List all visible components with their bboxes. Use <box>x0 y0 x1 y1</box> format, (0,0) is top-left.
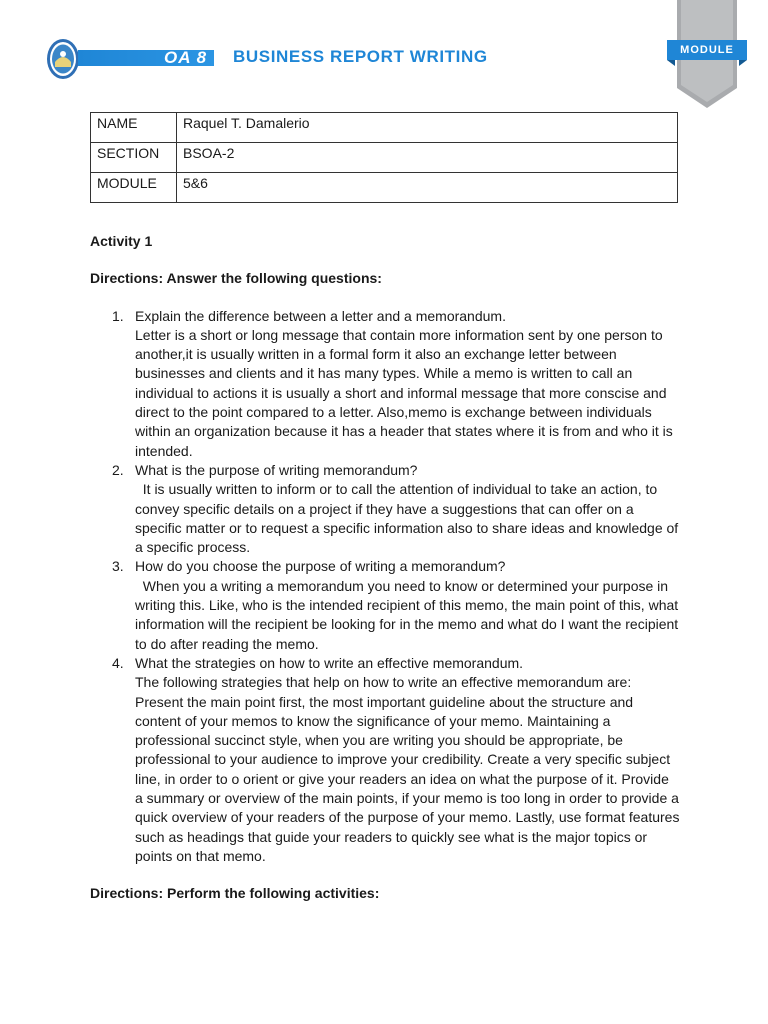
activity-title: Activity 1 <box>90 233 153 249</box>
course-code: OA 8 <box>164 48 208 67</box>
answer-text: Letter is a short or long message that contain more information sent by one person to another,it is usually written in a formal form it also an exchange letter between businesses and clients and it has many types. While a memo is written to call an individual to actions it is usually a short and informal message that more conscise and direct to the point compared to a letter. Also,memo is exchange between individuals within an organization because it has a header that states where it is from and who it is intended. <box>135 326 673 459</box>
document-header <box>0 0 768 110</box>
list-item <box>90 557 680 653</box>
module-value: 5&6 <box>177 173 678 203</box>
document-body <box>90 232 680 904</box>
section-label: SECTION <box>91 143 177 173</box>
table-row <box>91 173 678 203</box>
question-text: Explain the difference between a letter and a memorandum. <box>135 307 506 324</box>
directions-answer-questions: Directions: Answer the following questions: <box>90 270 382 287</box>
question-number: 3. <box>112 558 124 575</box>
section-value: BSOA-2 <box>177 143 678 173</box>
list-item <box>90 461 680 557</box>
question-number: 1. <box>112 307 124 324</box>
answer-text: It is usually written to inform or to call the attention of individual to take an action, to convey specific details on a project if they have a suggestions that can offer on a specific matter or to request a specific information also to share ideas and knowledge of a specific process. <box>135 481 679 556</box>
question-number: 2. <box>112 461 124 478</box>
question-list <box>90 307 680 867</box>
course-title: BUSINESS REPORT WRITING <box>233 47 488 66</box>
name-value: Raquel T. Damalerio <box>177 113 678 143</box>
question-text: What the strategies on how to write an effective memorandum. <box>135 654 524 671</box>
directions-perform-activities: Directions: Perform the following activities: <box>90 885 380 902</box>
question-text: What is the purpose of writing memorandum? <box>135 461 418 478</box>
module-tag: MODULE <box>680 44 734 56</box>
question-text: How do you choose the purpose of writing a memorandum? <box>135 558 506 575</box>
list-item <box>90 654 680 866</box>
module-label: MODULE <box>91 173 177 203</box>
question-number: 4. <box>112 654 124 671</box>
table-row <box>91 143 678 173</box>
list-item <box>90 307 680 461</box>
table-row <box>91 113 678 143</box>
student-info-table <box>90 112 678 203</box>
name-label: NAME <box>91 113 177 143</box>
answer-text: The following strategies that help on how to write an effective memorandum are: Present the main point first, the most important guideline about the structure and content of your memos to know the significance of your memo. Maintaining a professional succinct style, when you are writing you should be appropriate, be professional to your audience to improve your credibility. Create a very specific subject line, in order to o orient or give your readers an idea on what the purpose of it. Provide a summary or overview of the main points, if your memo is too long in order to provide a quick overview of your readers of the purpose of your memo. Lastly, use format features such as headings that guide your readers to quickly see what is the major topics or points on that memo. <box>135 674 680 864</box>
answer-text: When you a writing a memorandum you need to know or determined your purpose in writing this. Like, who is the intended recipient of this memo, the main point of this, what information will the recipient be looking for in the memo and what do I want the recipient to do after reading the memo. <box>135 577 679 652</box>
school-seal-icon <box>46 38 80 80</box>
